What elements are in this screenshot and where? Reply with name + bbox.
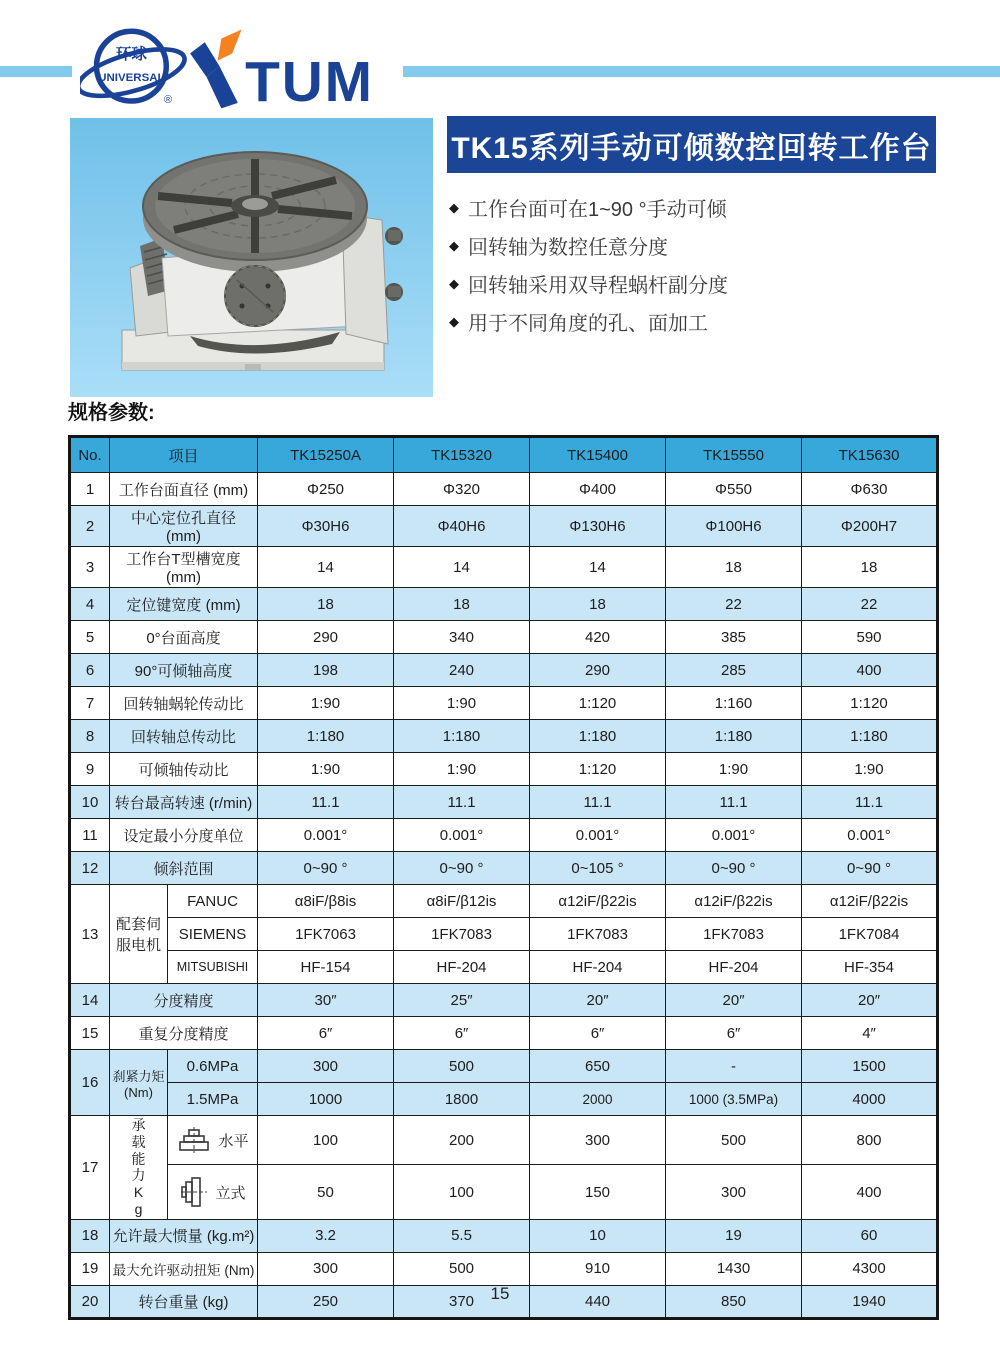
header-item: 项目 bbox=[110, 437, 258, 473]
table-row: 4 定位键宽度 (mm) 18 18 18 22 22 bbox=[70, 588, 938, 621]
table-row: 15 重复分度精度 6″ 6″ 6″ 6″ 4″ bbox=[70, 1017, 938, 1050]
table-row: 14 分度精度 30″ 25″ 20″ 20″ 20″ bbox=[70, 984, 938, 1017]
table-row: 6 90°可倾轴高度 198 240 290 285 400 bbox=[70, 654, 938, 687]
table-row: 12 倾斜范围 0~90 ° 0~90 ° 0~105 ° 0~90 ° 0~90 ° bbox=[70, 852, 938, 885]
page-number: 15 bbox=[490, 1284, 510, 1303]
table-row: 8 回转轴总传动比 1:180 1:180 1:180 1:180 1:180 bbox=[70, 720, 938, 753]
wordmark-tail-text: TUM bbox=[245, 50, 374, 114]
feature-item bbox=[449, 231, 728, 260]
bullet-diamond-icon: ◆ bbox=[449, 237, 459, 253]
table-row: 10 转台最高转速 (r/min) 11.1 11.1 11.1 11.1 11.1 bbox=[70, 786, 938, 819]
mount-orientation: 立式 bbox=[215, 1184, 246, 1202]
header-right-rule bbox=[403, 66, 1000, 77]
bullet-diamond-icon: ◆ bbox=[449, 199, 459, 215]
brake-pressure: 1.5MPa bbox=[168, 1083, 258, 1116]
feature-text: 回转轴为数控任意分度 bbox=[468, 237, 668, 259]
table-row-load: 17 承载能力Kg 水平 100 200 300 500 800 bbox=[70, 1116, 938, 1165]
logo-cn-text: 环球 bbox=[115, 45, 147, 63]
mount-orientation: 水平 bbox=[218, 1132, 249, 1150]
globe-icon bbox=[80, 31, 189, 106]
series-title: TK15系列手动可倾数控回转工作台 bbox=[451, 131, 932, 165]
logo-en-text: UNIVERSAL bbox=[98, 71, 165, 84]
registered-icon: ® bbox=[164, 93, 173, 106]
feature-item bbox=[449, 269, 728, 298]
table-row-servo: MITSUBISHI HF-154 HF-204 HF-204 HF-204 HF-354 bbox=[70, 951, 938, 984]
table-row-servo: 13 配套伺服电机 FANUC α8iF/β8is α8iF/β12is α12iF/β22is α12iF/β22is α12iF/β22is bbox=[70, 885, 938, 918]
table-row-brake: 16 刹紧力矩 (Nm) 0.6MPa 300 500 650 - 1500 bbox=[70, 1050, 938, 1083]
table-row: 9 可倾轴传动比 1:90 1:90 1:120 1:90 1:90 bbox=[70, 753, 938, 786]
header-model-5: TK15630 bbox=[802, 437, 938, 473]
feature-item bbox=[449, 193, 728, 222]
servo-brand: MITSUBISHI bbox=[168, 951, 258, 984]
brake-pressure: 0.6MPa bbox=[168, 1050, 258, 1083]
header-model-4: TK15550 bbox=[666, 437, 802, 473]
feature-list bbox=[449, 193, 728, 345]
table-row: 5 0°台面高度 290 340 420 385 590 bbox=[70, 621, 938, 654]
servo-brand: FANUC bbox=[168, 885, 258, 918]
table-row: 7 回转轴蜗轮传动比 1:90 1:90 1:120 1:160 1:120 bbox=[70, 687, 938, 720]
header-model-2: TK15320 bbox=[394, 437, 530, 473]
header-no: No. bbox=[70, 437, 110, 473]
header-model-3: TK15400 bbox=[530, 437, 666, 473]
table-row-brake: 1.5MPa 1000 1800 2000 1000 (3.5MPa) 4000 bbox=[70, 1083, 938, 1116]
series-title-banner bbox=[447, 116, 936, 173]
header-model-1: TK15250A bbox=[258, 437, 394, 473]
table-row-servo: SIEMENS 1FK7063 1FK7083 1FK7083 1FK7083 1FK7084 bbox=[70, 918, 938, 951]
bullet-diamond-icon: ◆ bbox=[449, 313, 459, 329]
table-row: 19 最大允许驱动扭矩 (Nm) 300 500 910 1430 4300 bbox=[70, 1252, 938, 1285]
section-heading: 规格参数: bbox=[68, 402, 155, 424]
table-row: 1 工作台面直径 (mm) Φ250 Φ320 Φ400 Φ550 Φ630 bbox=[70, 473, 938, 506]
product-photo bbox=[70, 118, 433, 397]
table-row: 20 转台重量 (kg) 250 370 440 850 1940 bbox=[70, 1285, 938, 1318]
servo-brand: SIEMENS bbox=[168, 918, 258, 951]
company-logo bbox=[80, 22, 392, 114]
table-row: 3 工作台T型槽宽度 (mm) 14 14 14 18 18 bbox=[70, 547, 938, 588]
header-left-rule bbox=[0, 66, 72, 77]
feature-text: 工作台面可在1~90 °手动可倾 bbox=[468, 199, 727, 221]
table-header-row bbox=[70, 437, 938, 473]
spec-table bbox=[68, 435, 939, 1320]
load-capacity-label: 承载能力Kg bbox=[131, 1117, 146, 1217]
ytum-wordmark bbox=[190, 29, 374, 114]
horizontal-mount-icon bbox=[177, 1126, 211, 1154]
feature-text: 回转轴采用双导程蜗杆副分度 bbox=[468, 275, 728, 297]
feature-item bbox=[449, 307, 728, 336]
table-row: 11 设定最小分度单位 0.001° 0.001° 0.001° 0.001° 0.001° bbox=[70, 819, 938, 852]
table-row: 2 中心定位孔直径 (mm) Φ30H6 Φ40H6 Φ130H6 Φ100H6 Φ200H7 bbox=[70, 506, 938, 547]
table-row-load: 立式 50 100 150 300 400 bbox=[70, 1165, 938, 1220]
feature-text: 用于不同角度的孔、面加工 bbox=[468, 313, 708, 335]
table-row: 18 允许最大惯量 (kg.m²) 3.2 5.5 10 19 60 bbox=[70, 1219, 938, 1252]
vertical-mount-icon bbox=[180, 1175, 208, 1209]
bullet-diamond-icon: ◆ bbox=[449, 275, 459, 291]
